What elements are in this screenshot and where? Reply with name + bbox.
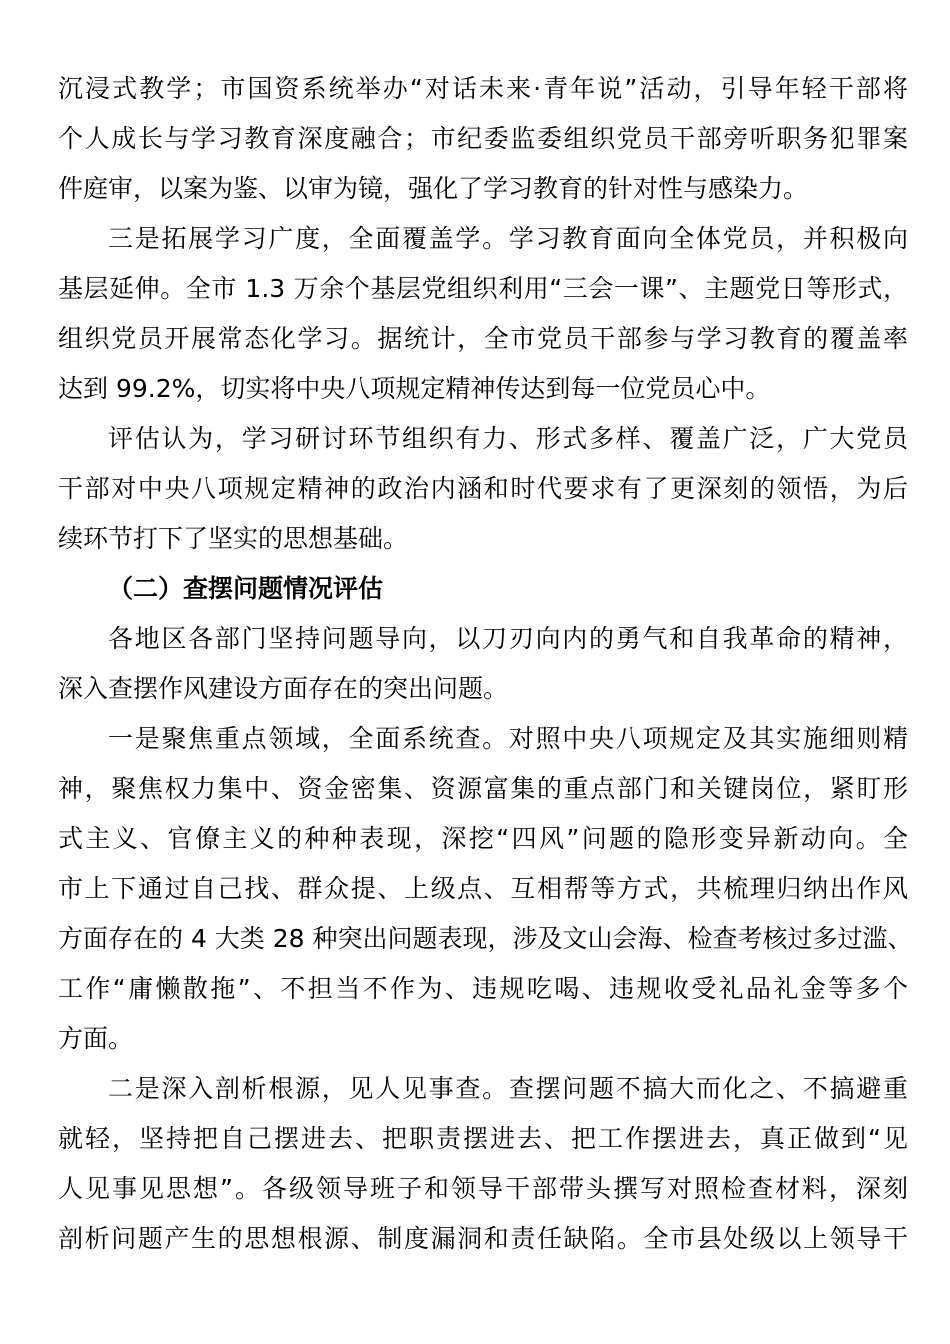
text-line: 方面。	[58, 1024, 134, 1053]
paragraph-analyze-roots	[58, 1064, 908, 1264]
paragraph-focus-key-areas	[58, 714, 913, 1064]
section-heading: （二）查摆问题情况评估	[108, 574, 384, 603]
text-line: 人见事见思想”。各级领导班子和领导干部带头撰写对照检查材料，深刻	[58, 1174, 908, 1203]
text-line: 一是聚焦重点领域，全面系统查。对照中央八项规定及其实施细则精	[108, 724, 908, 753]
paragraph-immersive-teaching	[58, 64, 908, 214]
text-line: 工作“庸懒散拖”、不担当不作为、违规吃喝、违规收受礼品礼金等多个	[58, 974, 908, 1003]
text-line: 干部对中央八项规定精神的政治内涵和时代要求有了更深刻的领悟，为后	[58, 474, 908, 503]
document-page	[58, 64, 913, 1264]
paragraph-evaluation-summary	[58, 414, 908, 564]
text-line: 市上下通过自己找、群众提、上级点、互相帮等方式，共梳理归纳出作风	[58, 874, 908, 903]
text-line: 评估认为，学习研讨环节组织有力、形式多样、覆盖广泛，广大党员	[108, 424, 908, 453]
text-line: 基层延伸。全市 1.3 万余个基层党组织利用“三会一课”、主题党日等形式，	[58, 274, 908, 303]
text-line: 剖析问题产生的思想根源、制度漏洞和责任缺陷。全市县处级以上领导干	[58, 1224, 908, 1253]
text-line: 神，聚焦权力集中、资金密集、资源富集的重点部门和关键岗位，紧盯形	[58, 774, 908, 803]
text-line: 达到 99.2%，切实将中央八项规定精神传达到每一位党员心中。	[58, 374, 771, 403]
text-line: 就轻，坚持把自己摆进去、把职责摆进去、把工作摆进去，真正做到“见	[58, 1124, 908, 1153]
text-line: 二是深入剖析根源，见人见事查。查摆问题不搞大而化之、不搞避重	[108, 1074, 908, 1103]
text-line: 深入查摆作风建设方面存在的突出问题。	[58, 674, 509, 703]
text-line: 件庭审，以案为鉴、以审为镜，强化了学习教育的针对性与感染力。	[58, 174, 809, 203]
text-line: 沉浸式教学；市国资系统举办“对话未来·青年说”活动，引导年轻干部将	[58, 74, 908, 103]
text-line: 组织党员开展常态化学习。据统计，全市党员干部参与学习教育的覆盖率	[58, 324, 908, 353]
paragraph-expand-breadth	[58, 214, 908, 414]
text-line: 续环节打下了坚实的思想基础。	[58, 524, 409, 553]
paragraph-problem-orientation	[58, 614, 908, 714]
text-line: 式主义、官僚主义的种种表现，深挖“四风”问题的隐形变异新动向。全	[58, 824, 908, 853]
text-line: 方面存在的 4 大类 28 种突出问题表现，涉及文山会海、检查考核过多过滥、	[58, 924, 913, 953]
text-line: 个人成长与学习教育深度融合；市纪委监委组织党员干部旁听职务犯罪案	[58, 124, 908, 153]
text-line: 三是拓展学习广度，全面覆盖学。学习教育面向全体党员，并积极向	[108, 224, 908, 253]
text-line: 各地区各部门坚持问题导向，以刀刃向内的勇气和自我革命的精神，	[108, 624, 908, 653]
